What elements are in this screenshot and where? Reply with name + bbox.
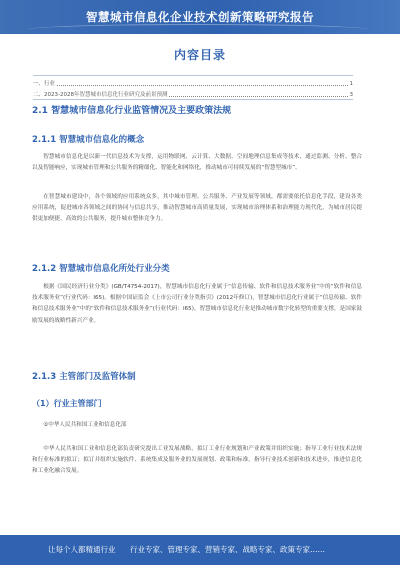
section-heading: 2.1 智慧城市信息化行业监管情况及主要政策法规 xyxy=(32,106,232,116)
toc-entry[interactable] xyxy=(33,78,353,87)
toc-entry-page: 1 xyxy=(349,81,353,87)
toc-divider xyxy=(33,75,353,76)
subsection-heading: 2.1.3 主管部门及监管体制 xyxy=(32,372,136,382)
toc-entry-label: 一、行业 xyxy=(33,81,56,87)
header-decoration xyxy=(28,24,368,35)
report-header-band xyxy=(0,0,400,34)
paragraph: ①中华人民共和国工业和信息化部 xyxy=(43,422,127,428)
toc-leader xyxy=(169,96,347,97)
toc-entry[interactable] xyxy=(33,89,353,98)
toc-title: 内容目录 xyxy=(173,48,226,62)
paragraph: 中华人民共和国工业和信息化部负责研究提出工业发展战略，拟订工业行业规划和产业政策并组织实施；指导工业行业技术法规和行业标准的拟订；拟订并组织实施软件、系统集成及服务业的发展规划、政策和标准，指导行业技术创新和技术进步，推进信息化和工业化融合发展。 xyxy=(32,446,362,475)
report-title: 智慧城市信息化企业技术创新策略研究报告 xyxy=(86,10,314,24)
footer-slogan-experts: 行业专家、管理专家、营销专家、战略专家、政策专家…… xyxy=(130,545,325,554)
subsection-heading: （1）行业主管部门 xyxy=(32,399,102,408)
footer-slogan: 让每个人都精通行业 xyxy=(48,545,116,554)
paragraph: 根据《国民经济行业分类》(GB/T4754-2017)，智慧城市信息化行业属于“信息传输、软件和信息技术服务业”中的“软件和信息技术服务业”(行业代码：I65)。根据中国证监会《上市公司行业分类指引》(2012年修订)，智慧城市信息化行业属于“信息传输、软件和信息技术服务业”中的“软件和信息技术服务业”(行业代码：I65)。智慧城市信息化行业是推动城市数字化转型的重要支撑，是国家鼓励发展的战略性新兴产业。 xyxy=(32,284,362,324)
footer-band xyxy=(0,535,400,565)
subsection-heading: 2.1.1 智慧城市信息化的概念 xyxy=(32,135,145,145)
paragraph: 在智慧城市建设中，各个领域的应用系统众多，其中城市管理、公共服务、产业发展等领域，都需要依托信息化手段，建设各类应用系统，促进城市各领域之间的协同与信息共享，推动智慧城市高质量发展，实现城市治理体系和治理能力现代化，为城市居民提供更加便捷、高效的公共服务，提升城市整体竞争力。 xyxy=(32,194,362,223)
subsection-heading: 2.1.2 智慧城市信息化所处行业分类 xyxy=(32,264,170,274)
toc-entry-label: 二、2023-2028年智慧城市信息化行业研究及前景预测 xyxy=(33,92,168,98)
toc-divider xyxy=(33,99,353,100)
toc-leader xyxy=(57,85,347,86)
toc-entry-page: 3 xyxy=(349,92,353,98)
paragraph: 智慧城市信息化是以新一代信息技术为支撑，运用物联网、云计算、大数据、空间地理信息集成等技术，通过监测、分析、整合以及智能响应，实现城市管理和公共服务的精细化、智能化和网络化，推动城市可持续发展的“智慧型城市”。 xyxy=(32,154,362,172)
